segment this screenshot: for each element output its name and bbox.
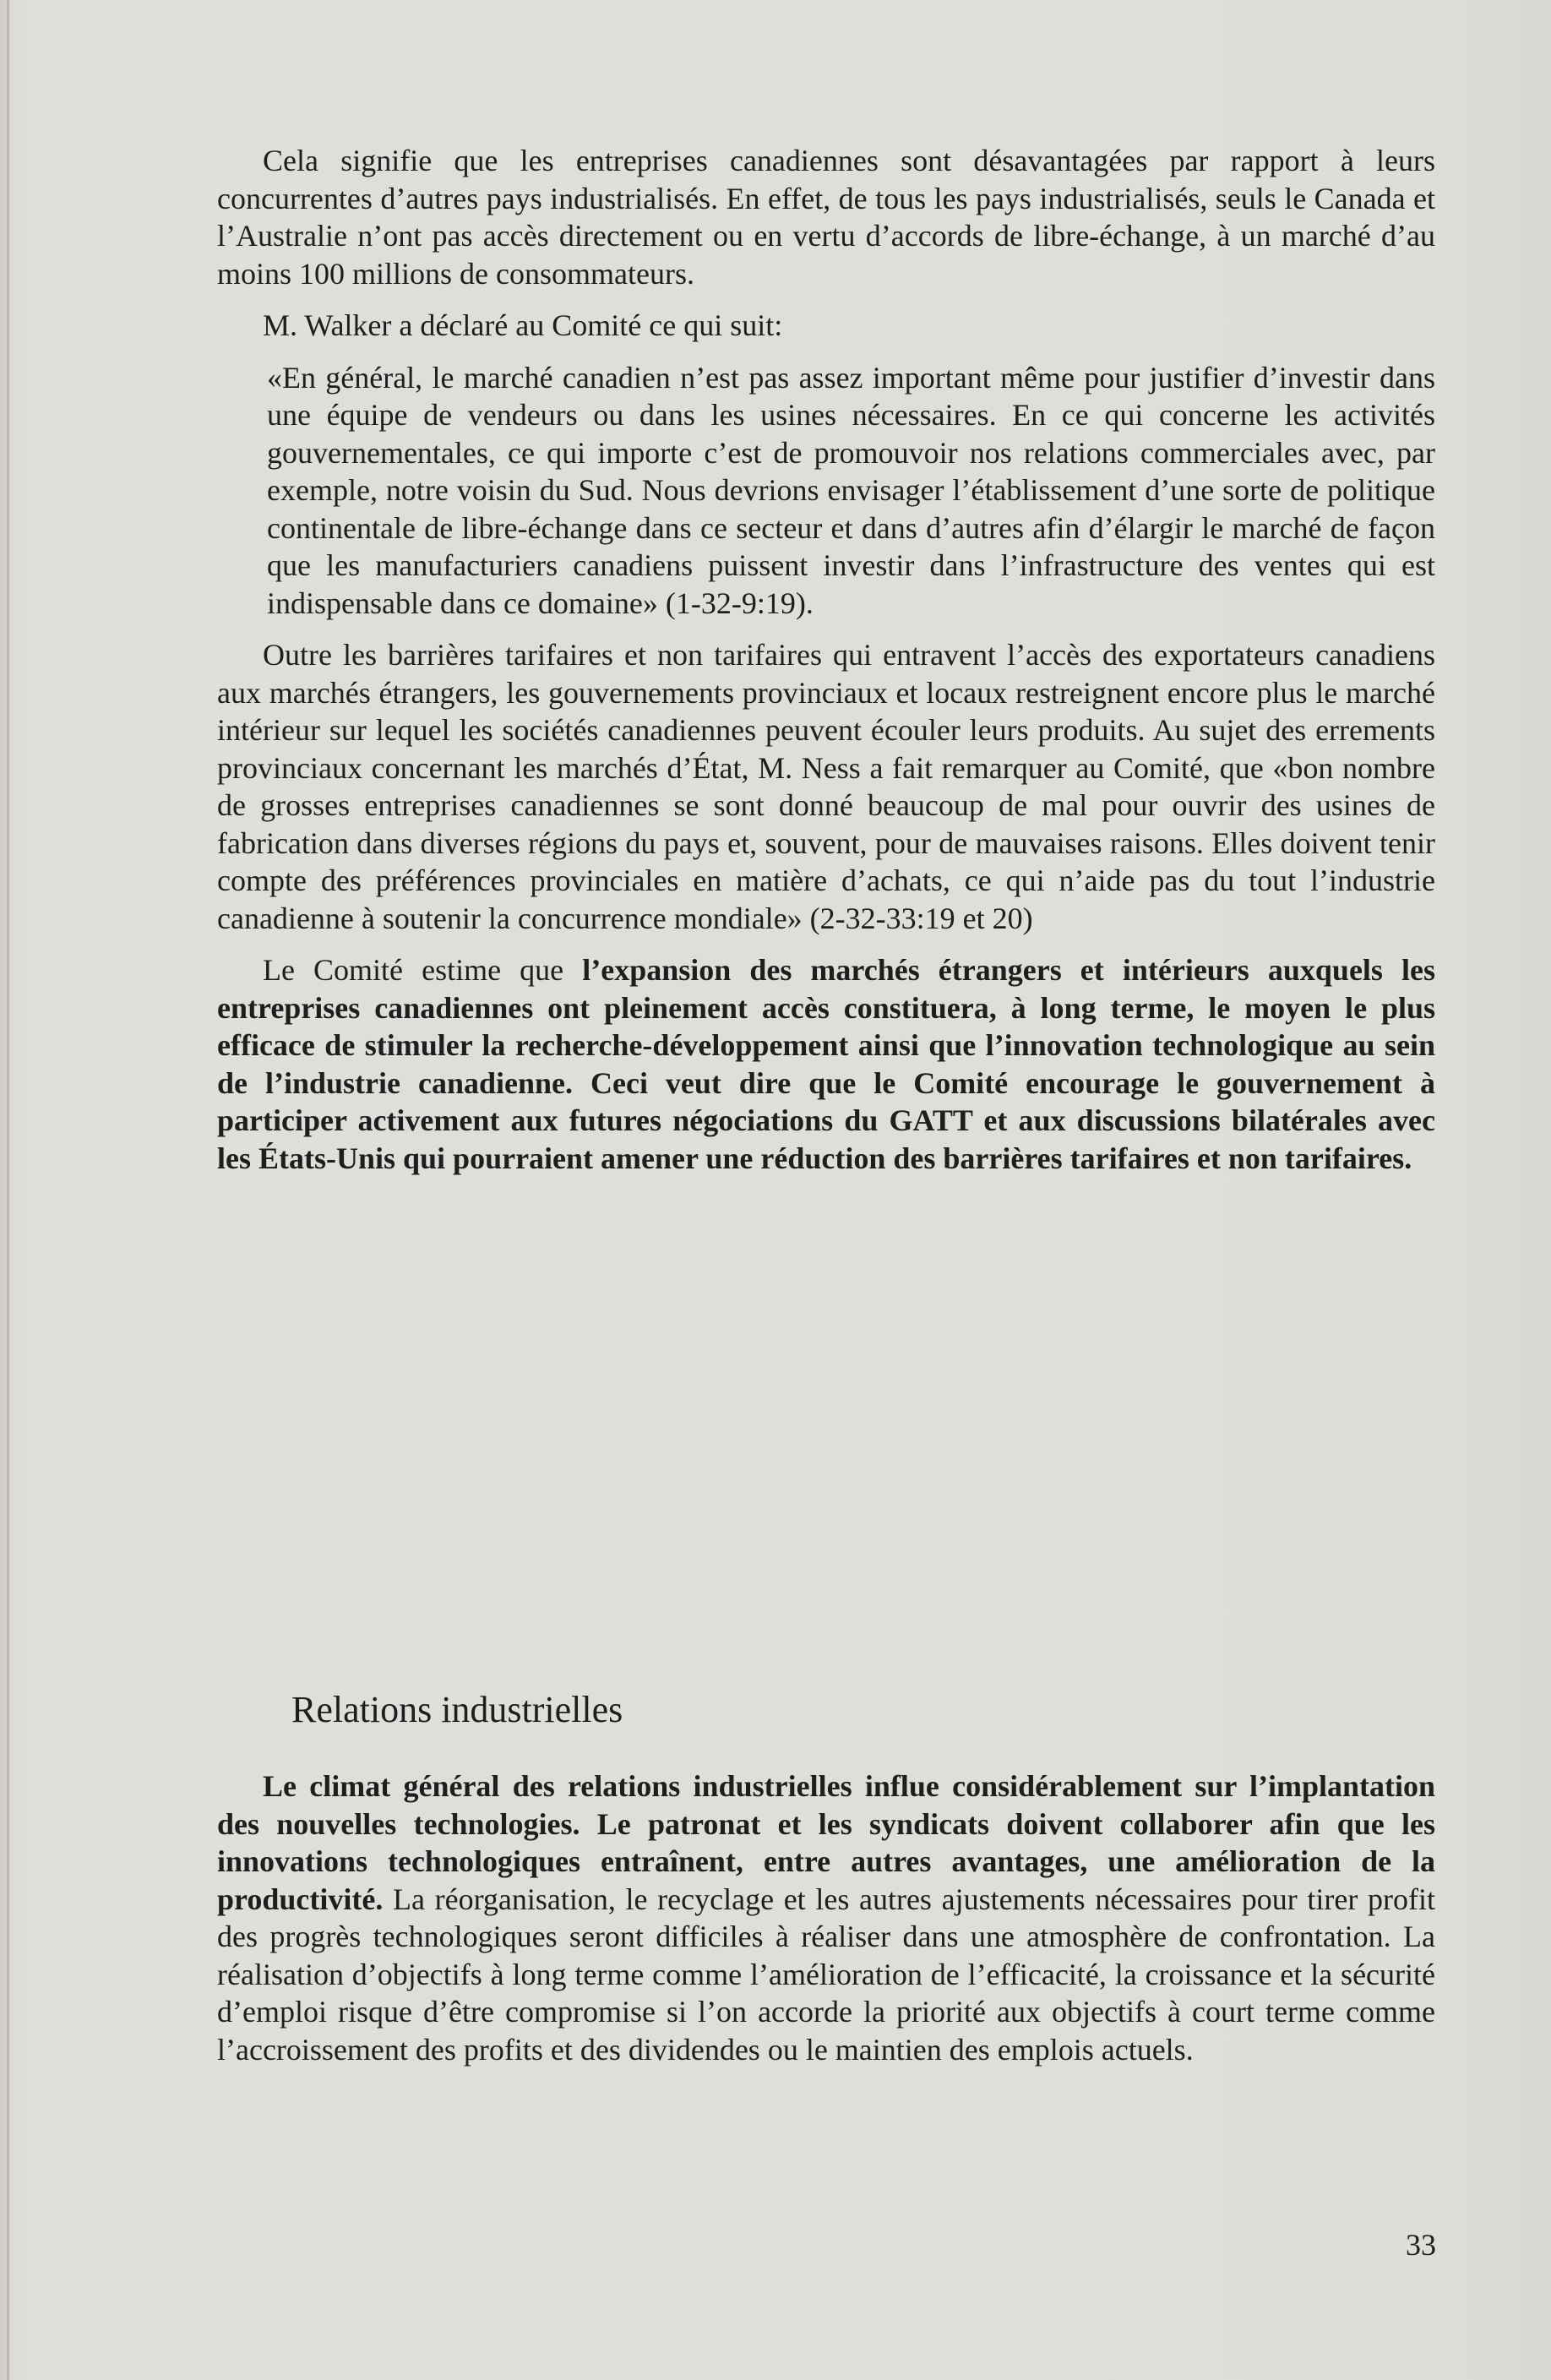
quote-paragraph: «En général, le marché canadien n’est pas assez important même pour justifier d’investir dans une équipe de vendeurs ou dans les usines nécessaires. En ce qui concerne les activités gouvernementales, ce qui importe c’est de promouvoir nos relations commerciales avec, par exemple, notre voisin du Sud. Nous devrions envisager l’établissement d’une sorte de politique continentale de libre-échange dans ce secteur et dans d’autres afin d’élargir le marché de façon que les manufacturiers canadiens puissent investir dans l’infrastructure des ventes qui est indispensable dans ce domaine» (1-32-9:19). — [267, 360, 1435, 620]
section-paragraph-bold: Le climat général des relations industrielles influe considérablement sur l’implantation des nouvelles technologies. Le patronat et les syndicats doivent collaborer afin que les innovations technologiques entraînent, entre autres avantages, une amélioration de la productivité. — [217, 1769, 1435, 1916]
paragraph-5 — [217, 951, 1435, 1177]
paragraph-2: M. Walker a déclaré au Comité ce qui suit: — [263, 308, 783, 342]
section-paragraph-rest: La réorganisation, le recyclage et les autres ajustements nécessaires pour tirer profit des progrès technologiques seront difficiles à réaliser dans une atmosphère de confrontation. La réalisation d’objectifs à long terme comme l’amélioration de l’efficacité, la croissance et la sécurité d’emploi risque d’être compromise si l’on accorde la priorité aux objectifs à court terme comme l’accroissement des profits et des dividendes ou le maintien des emplois actuels. — [217, 1882, 1435, 2067]
paragraph-5-lead: Le Comité estime que — [263, 953, 583, 987]
paragraph-5-bold: l’expansion des marchés étrangers et intérieurs auxquels les entreprises canadiennes ont pleinement accès constituera, à long terme, le moyen le plus efficace de stimuler la recherche-développement ainsi que l’innovation technologique au sein de l’industrie canadienne. Ceci veut dire que le Comité encourage le gouvernement à participer activement aux futures négociations du GATT et aux discussions bilatérales avec les États-Unis qui pourraient amener une réduction des barrières tarifaires et non tarifaires. — [217, 953, 1435, 1175]
body-text — [217, 142, 1435, 1191]
page-number: 33 — [1406, 2228, 1436, 2262]
paragraph-4: Outre les barrières tarifaires et non tarifaires qui entravent l’accès des exportateurs canadiens aux marchés étrangers, les gouvernements provinciaux et locaux restreignent encore plus le marché intérieur sur lequel les sociétés canadiennes peuvent écouler leurs produits. Au sujet des errements provinciaux concernant les marchés d’État, M. Ness a fait remarquer au Comité, que «bon nombre de grosses entreprises canadiennes se sont donné beaucoup de mal pour ouvrir des usines de fabrication dans diverses régions du pays et, souvent, pour de mauvaises raisons. Elles doivent tenir compte des préférences provinciales en matière d’achats, ce qui n’aide pas du tout l’industrie canadienne à soutenir la concurrence mondiale» (2-32-33:19 et 20) — [217, 638, 1435, 935]
binding-edge — [7, 0, 9, 2380]
section-heading: Relations industrielles — [291, 1689, 623, 1730]
section-body — [217, 1767, 1435, 2068]
section-paragraph — [217, 1767, 1435, 2068]
paragraph-1: Cela signifie que les entreprises canadiennes sont désavantagées par rapport à leurs concurrentes d’autres pays industrialisés. En effet, de tous les pays industrialisés, seuls le Canada et l’Australie n’ont pas accès directement ou en vertu d’accords de libre-échange, à un marché d’au moins 100 millions de consommateurs. — [217, 144, 1435, 291]
